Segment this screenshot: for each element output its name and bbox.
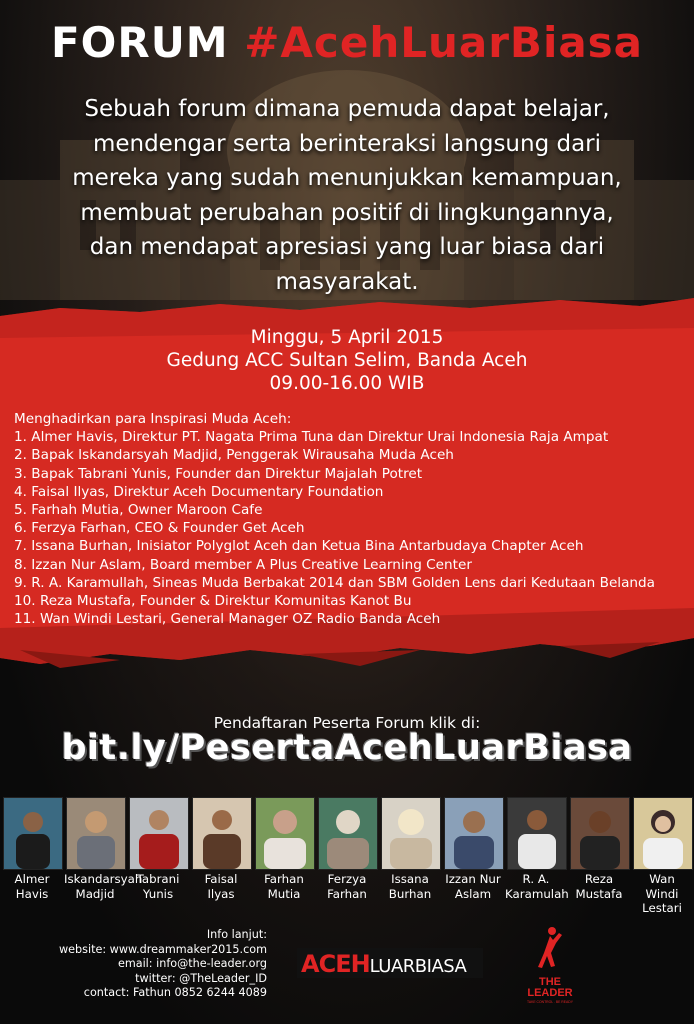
speaker-name: Almer Havis <box>14 872 50 901</box>
speaker-photo <box>633 797 693 870</box>
info-email[interactable]: email: info@the-leader.org <box>117 957 267 971</box>
registration-label: Pendaftaran Peserta Forum klik di: <box>213 714 481 732</box>
intro-line: membuat perubahan positif di lingkungannya, <box>80 199 614 226</box>
event-time: 09.00-16.00 WIB <box>269 373 425 394</box>
speaker-item: 11. Wan Windi Lestari, General Manager OZ Radio Banda Aceh <box>14 611 441 628</box>
speaker-name: Farhan Mutia <box>264 872 304 901</box>
speaker-item: 9. R. A. Karamullah, Sineas Muda Berbakat 2014 dan SBM Golden Lens dari Kedutaan Belanda <box>14 574 655 591</box>
leader-tagline: TAKE CONTROL . BE READY <box>527 1000 573 1004</box>
speaker-photo <box>192 797 252 870</box>
intro-line: mereka yang sudah menunjukkan kemampuan, <box>72 165 622 191</box>
intro-line: masyarakat. <box>275 268 419 295</box>
the-leader-logo <box>518 925 582 1005</box>
event-details <box>0 326 694 395</box>
title-forum: FORUM <box>50 18 229 67</box>
logo-aceh-text: ACEH <box>301 950 370 978</box>
speaker-item: 1. Almer Havis, Direktur PT. Nagata Prima Tuna dan Direktur Urai Indonesia Raja Ampat <box>14 429 609 446</box>
intro-line: mendengar serta berinteraksi langsung dari <box>92 130 602 157</box>
speaker-photo <box>3 797 63 870</box>
speaker-item: 7. Issana Burhan, Inisiator Polyglot Aceh dan Ketua Bina Antarbudaya Chapter Aceh <box>14 538 584 555</box>
leader-line2: LEADER <box>527 987 573 999</box>
speaker-name: Wan Windi Lestari <box>642 872 682 915</box>
intro-line: Sebuah forum dimana pemuda dapat belajar, <box>84 96 610 122</box>
aceh-luarbiasa-logo <box>297 948 483 978</box>
contact-info <box>40 928 267 1001</box>
speaker-photo <box>381 797 441 870</box>
speaker-item: 5. Farhah Mutia, Owner Maroon Cafe <box>14 502 263 519</box>
speaker-name: Iskandarsyah Madjid <box>64 872 143 901</box>
title-hashtag: #AcehLuarBiasa <box>244 18 644 67</box>
speaker-photo <box>507 797 567 870</box>
speaker-name: Tabrani Yunis <box>136 872 180 901</box>
speaker-name: Issana Burhan <box>388 872 432 901</box>
speaker-name: R. A. Karamulah <box>505 872 569 901</box>
speaker-name: Izzan Nur Aslam <box>445 872 501 901</box>
speaker-name: Faisal Ilyas <box>204 872 238 901</box>
speaker-item: 8. Izzan Nur Aslam, Board member A Plus Creative Learning Center <box>14 556 472 573</box>
speaker-photo <box>570 797 630 870</box>
speaker-name-strip <box>3 872 693 915</box>
logo-luarbiasa-text: LUARBIASA <box>369 956 467 977</box>
speaker-list-heading: Menghadirkan para Inspirasi Muda Aceh: <box>14 411 292 427</box>
speaker-item: 6. Ferzya Farhan, CEO & Founder Get Aceh <box>14 520 305 537</box>
speaker-name: Reza Mustafa <box>575 872 623 901</box>
speaker-name: Ferzya Farhan <box>327 872 367 901</box>
speaker-item: 4. Faisal Ilyas, Direktur Aceh Documentary Foundation <box>14 483 384 500</box>
speaker-item: 10. Reza Mustafa, Founder & Direktur Komunitas Kanot Bu <box>14 593 412 610</box>
poster-title <box>0 18 694 67</box>
event-venue: Gedung ACC Sultan Selim, Banda Aceh <box>166 350 528 371</box>
speaker-photo <box>318 797 378 870</box>
registration-link[interactable]: bit.ly/PesertaAcehLuarBiasa <box>61 728 633 768</box>
speaker-photo <box>66 797 126 870</box>
intro-line: dan mendapat apresiasi yang luar biasa dari <box>89 234 605 260</box>
event-date: Minggu, 5 April 2015 <box>250 327 444 348</box>
intro-text <box>30 92 664 299</box>
speaker-item: 2. Bapak Iskandarsyah Madjid, Penggerak Wirausaha Muda Aceh <box>14 447 454 464</box>
info-twitter[interactable]: twitter: @TheLeader_ID <box>135 971 267 985</box>
info-website[interactable]: website: www.dreammaker2015.com <box>59 942 267 956</box>
info-contact: contact: Fathun 0852 6244 4089 <box>83 986 267 1000</box>
speaker-photo <box>129 797 189 870</box>
speaker-photo-strip <box>3 797 693 869</box>
speaker-photo <box>444 797 504 870</box>
speaker-list <box>14 410 690 628</box>
speaker-item: 3. Bapak Tabrani Yunis, Founder dan Direktur Majalah Potret <box>14 465 423 482</box>
info-heading: Info lanjut: <box>206 928 267 941</box>
leader-line1: THE <box>539 976 561 988</box>
speaker-photo <box>255 797 315 870</box>
